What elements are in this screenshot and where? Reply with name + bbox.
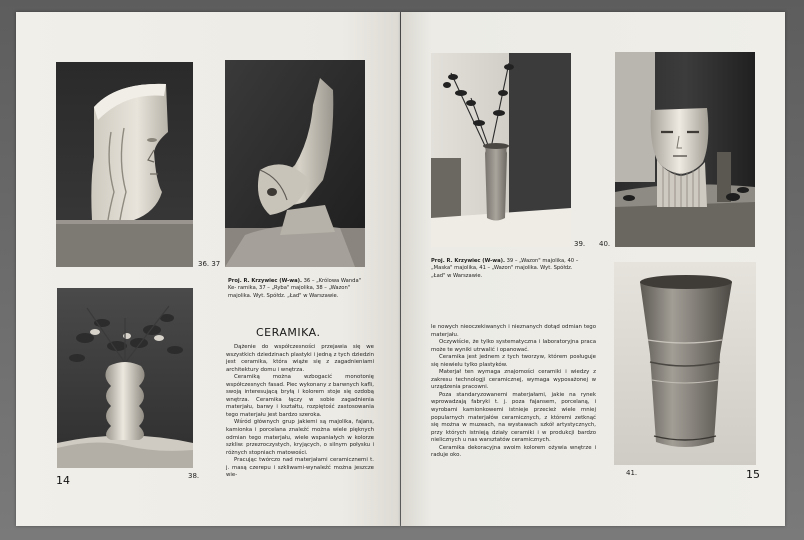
right-page [401, 12, 785, 526]
page-number-right: 15 [746, 468, 760, 481]
photo-krolowa-wanda [56, 62, 193, 267]
body-text-right [431, 324, 596, 460]
section-heading-ceramika: CERAMIKA. [256, 326, 321, 339]
paragraph: Dążenie do współczesności przejawia się we wszystkich dziedzinach plastyki i jedną z tych dziedzin jest ceramika, która wiąże się z zagadnieniami architektury domu i wnętrza. [226, 344, 374, 373]
photo-maska [615, 52, 755, 247]
body-text-left [226, 344, 374, 480]
left-page [16, 12, 400, 526]
paragraph: Poza standaryzowanemi materjałami, jakie na rynek wprowadzają fabryki t. j. poza fajansem, porcelaną, i wyrobami kamionkowemi istnieje przecież wiele mniej popularnych materjałów ceramicznych, z któremi zetknąć się można w muzeach, na wystawach szkół artystycznych, przy których istnieją działy ceramiki i w produkcji bardzo nielicznych u nas warsztatów ceramicznych. [431, 391, 596, 444]
caption-left [228, 278, 368, 300]
caption-text: 39 – „Wazon" majolika, 40 – „Maska" majolika, 41 – „Wazon" majolika. Wyt. Spółdz. „Ład" w Warszawie. [431, 258, 579, 279]
paragraph: le nowych nieoczekiwanych i nieznanych dotąd odmian tego materjału. [431, 324, 596, 338]
caption-text: 36 – „Królowa Wanda" Ke- ramika, 37 – „Ryba" majolika, 38 – „Wazon" majolika. Wyt. Spółdz. „Ład" w Warszawie. [228, 278, 362, 299]
figure-number-38: 38. [188, 472, 200, 480]
photo-wazon-39 [431, 53, 571, 247]
photo-ryba [225, 60, 365, 267]
paragraph: Materjał ten wymaga znajomości ceramiki i wiedzy z zakresu technologji ceramicznej, wymaga wyposażonej w urządzenia pracowni. [431, 369, 596, 391]
paragraph: Ceramika jest jednem z tych tworzyw, którem posługuje się niewielu tylko plastyków. [431, 354, 596, 368]
caption-right [431, 258, 581, 280]
figure-number-36-37: 36. 37 [198, 260, 221, 268]
caption-author: Proj. R. Krzywiec (W-wa). [431, 258, 505, 264]
paragraph: Ceramika dekoracyjna swoim kolorem ożywia wnętrze i raduje oko. [431, 444, 596, 459]
caption-author: Proj. R. Krzywiec (W-wa). [228, 278, 302, 284]
page-number-left: 14 [56, 474, 70, 487]
figure-number-41: 41. [626, 469, 638, 477]
photo-wazon-41 [614, 262, 756, 465]
figure-number-40: 40. [599, 240, 611, 248]
figure-number-39: 39. [574, 240, 586, 248]
paragraph: Wśród głównych grup jakiemi są majolika, fajans, kamionka i porcelana znaleźć można wiele pięknych odmian tego materjału, wiele wspaniałych w kolorze szkliw: przezroczystych, kryjących, o silnym połysku i różnych stopniach matowości. [226, 419, 374, 456]
photo-wazon-38 [57, 288, 193, 468]
paragraph: Oczywiście, że tylko systematyczna i laboratoryjna praca może te wyniki utrwalić i opanować. [431, 339, 596, 353]
paragraph: Pracując twórczo nad materjałami ceramicznemi t. j. masą czerepu i szkliwami-wynaleźć można jeszcze wie- [226, 457, 374, 479]
paragraph: Ceramiką można wzbogacić monotonię współczesnych fasad. Piec wykonany z barwnych kafli, swoją interesującą bryłą i kolorem stoje się ozdobą wnętrza. Ceramika łączy w sobie zagadnienia materjału, barwy i kształtu, rozpiętość zastosowania tego materjału jest bardzo szeroka. [226, 374, 374, 418]
